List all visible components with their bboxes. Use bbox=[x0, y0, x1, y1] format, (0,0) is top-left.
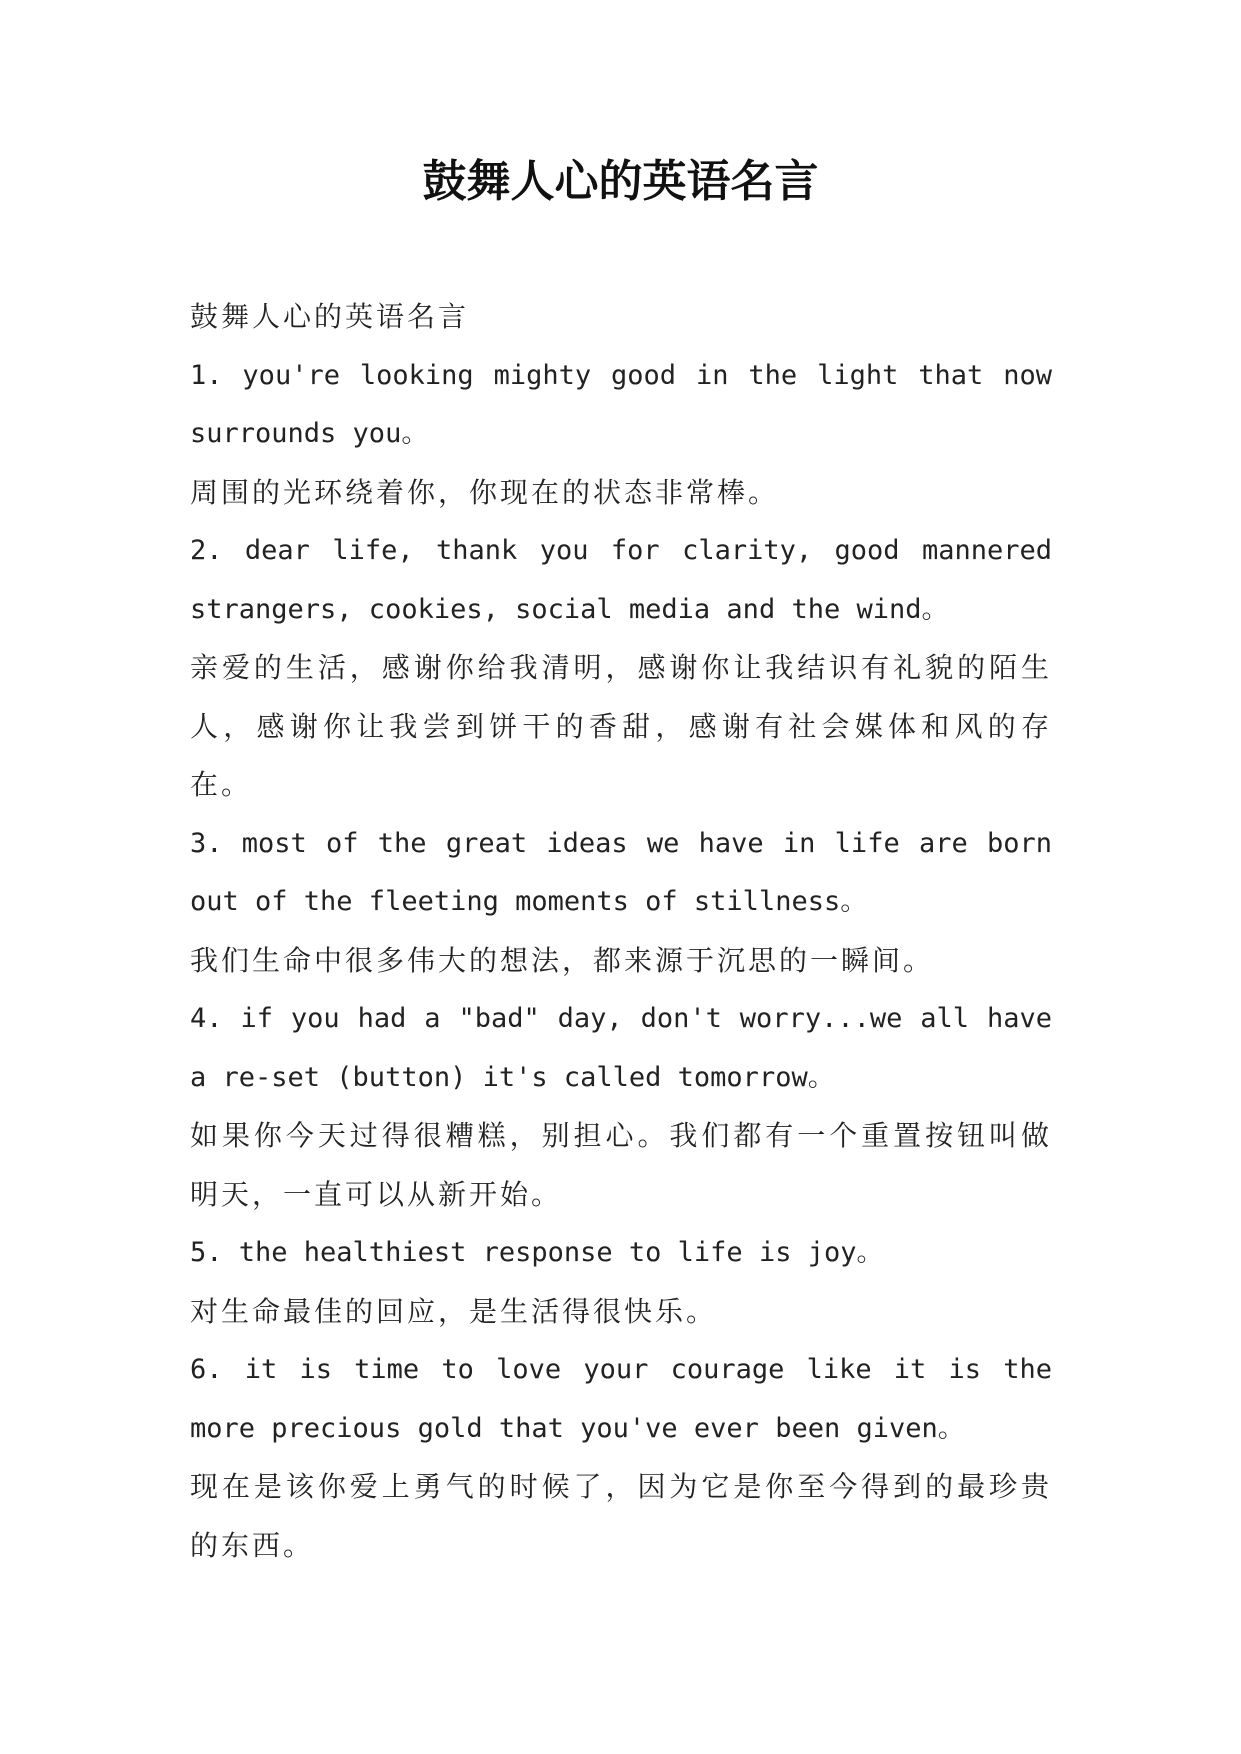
quote-6-chinese: 现在是该你爱上勇气的时候了，因为它是你至今得到的最珍贵的东西。 bbox=[190, 1470, 1052, 1562]
document-title: 鼓舞人心的英语名言 bbox=[422, 156, 819, 207]
quote-4-chinese: 如果你今天过得很糟糕，别担心。我们都有一个重置按钮叫做明天，一直可以从新开始。 bbox=[190, 1119, 1052, 1211]
quote-6-english: 6. it is time to love your courage like it is the more precious gold that you've ever been given。 bbox=[190, 1354, 1052, 1444]
quote-1-english: 1. you're looking mighty good in the light that now surrounds you。 bbox=[190, 359, 1052, 449]
body-subtitle: 鼓舞人心的英语名言 bbox=[190, 300, 470, 333]
document-body bbox=[190, 288, 1052, 1575]
quote-2-chinese: 亲爱的生活，感谢你给我清明，感谢你让我结识有礼貌的陌生人，感谢你让我尝到饼干的香甜，感谢有社会媒体和风的存在。 bbox=[190, 651, 1052, 801]
quote-5-english: 5. the healthiest response to life is joy。 bbox=[190, 1237, 884, 1268]
quote-5-chinese: 对生命最佳的回应，是生活得很快乐。 bbox=[190, 1294, 718, 1328]
quote-4-english: 4. if you had a "bad" day, don't worry...we all have a re-set (button) it's called tomorrow。 bbox=[190, 1003, 1052, 1093]
quote-3-english: 3. most of the great ideas we have in life are born out of the fleeting moments of stillness。 bbox=[190, 827, 1052, 917]
quote-3-chinese: 我们生命中很多伟大的想法，都来源于沉思的一瞬间。 bbox=[190, 943, 935, 977]
quote-1-chinese: 周围的光环绕着你，你现在的状态非常棒。 bbox=[190, 475, 780, 509]
quote-2-english: 2. dear life, thank you for clarity, good mannered strangers, cookies, social media and the wind。 bbox=[190, 535, 1052, 625]
